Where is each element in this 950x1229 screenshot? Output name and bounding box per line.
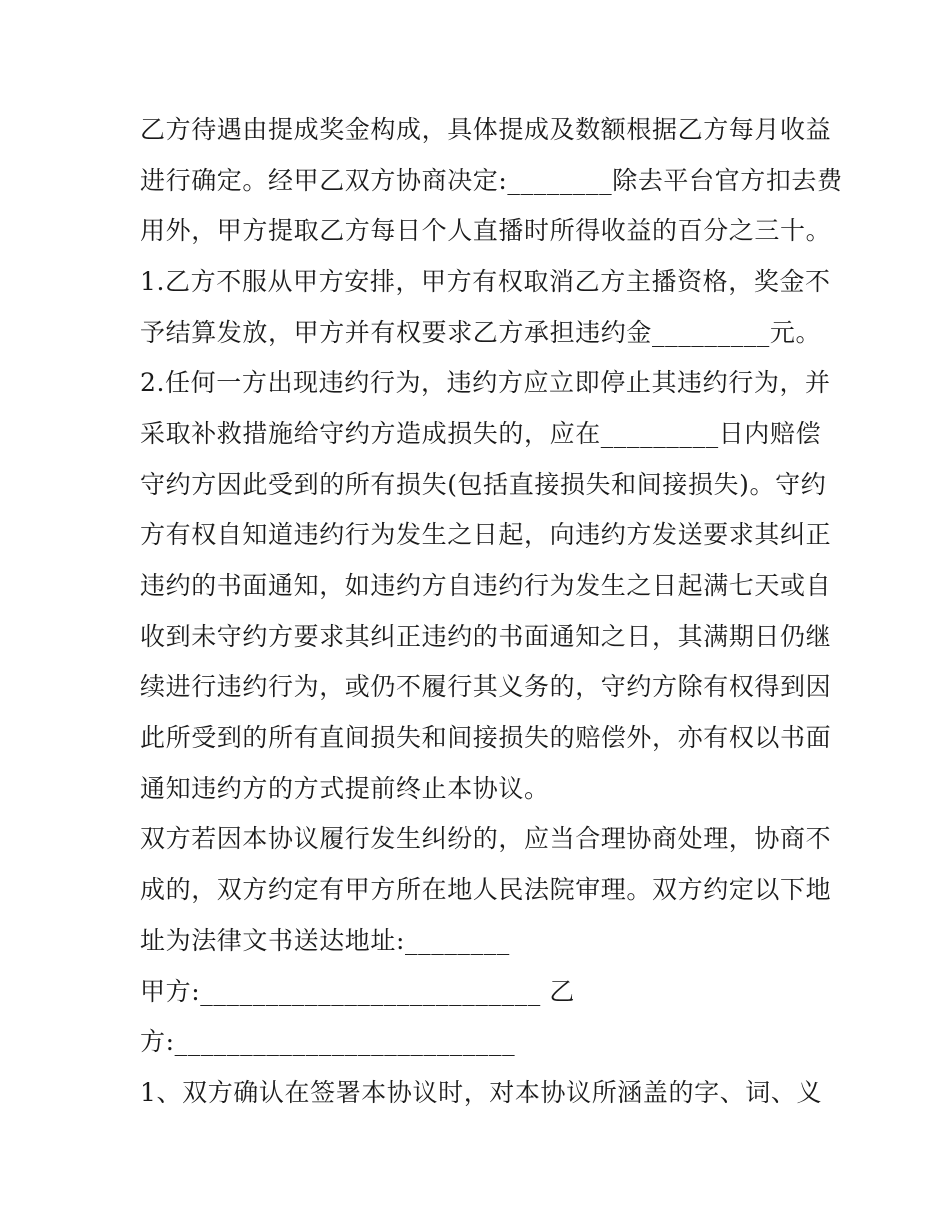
text-line: 守约方因此受到的所有损失(包括直接损失和间接损失)。守约 [140, 470, 827, 499]
text-line: 续进行违约行为，或仍不履行其义务的，守约方除有权得到因 [140, 672, 832, 701]
text-line: 方有权自知道违约行为发生之日起，向违约方发送要求其纠正 [140, 520, 832, 549]
text-line: 通知违约方的方式提前终止本协议。 [140, 774, 550, 803]
text-line: 址为法律文书送达地址:________ [140, 926, 510, 955]
text-line: 1.乙方不服从甲方安排，甲方有权取消乙方主播资格，奖金不 [140, 267, 831, 296]
text-line: 违约的书面通知，如违约方自违约行为发生之日起满七天或自 [140, 571, 832, 600]
text-line: 双方若因本协议履行发生纠纷的，应当合理协商处理，协商不 [140, 824, 832, 853]
text-line: 进行确定。经甲乙双方协商决定:________除去平台官方扣去费 [140, 166, 843, 195]
text-line: 采取补救措施给守约方造成损失的，应在_________日内赔偿 [140, 419, 822, 448]
text-line: 予结算发放，甲方并有权要求乙方承担违约金_________元。 [140, 318, 822, 347]
text-line: 成的，双方约定有甲方所在地人民法院审理。双方约定以下地 [140, 875, 832, 904]
text-line: 2.任何一方出现违约行为，违约方应立即停止其违约行为，并 [140, 368, 831, 397]
text-line: 甲方:__________________________ 乙 [140, 977, 575, 1006]
text-line: 1、双方确认在签署本协议时，对本协议所涵盖的字、词、义 [140, 1078, 823, 1107]
text-line: 此所受到的所有直间损失和间接损失的赔偿外，亦有权以书面 [140, 723, 832, 752]
text-line: 乙方待遇由提成奖金构成，具体提成及数额根据乙方每月收益 [140, 115, 832, 144]
text-line: 用外，甲方提取乙方每日个人直播时所得收益的百分之三十。 [140, 216, 832, 245]
text-line: 收到未守约方要求其纠正违约的书面通知之日，其满期日仍继 [140, 622, 832, 651]
text-line: 方:__________________________ [140, 1027, 516, 1056]
